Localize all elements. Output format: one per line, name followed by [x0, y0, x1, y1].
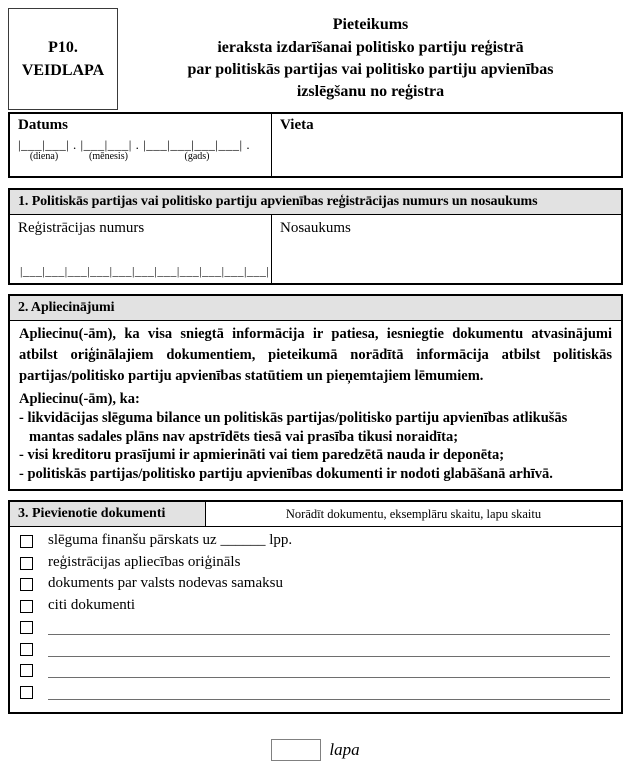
- document-label-1: slēguma finanšu pārskats uz ______ lpp.: [48, 532, 293, 548]
- section3: [8, 500, 623, 714]
- document-row: [20, 597, 612, 619]
- section1: [8, 188, 623, 285]
- declaration-intro: Apliecinu(-ām), ka:: [19, 391, 140, 407]
- section3-header-row: [10, 502, 621, 527]
- title-line-1: Pieteikums: [332, 16, 409, 34]
- reg-number-cell: [10, 215, 272, 283]
- declaration-bullet-1: - likvidācijas slēguma bilance un politiskās partijas/politisko partiju apvienības atlikušās mantas sadales plāns nav apstrīdēts tiesā vai prasība tikusi noraidīta;: [19, 410, 568, 445]
- document-checkbox-2[interactable]: [20, 557, 33, 570]
- section2-body: [10, 321, 621, 489]
- document-row: [20, 683, 612, 705]
- form-title: [118, 8, 623, 110]
- document-row: [20, 532, 612, 554]
- document-row: [20, 554, 612, 576]
- document-checkbox-3[interactable]: [20, 578, 33, 591]
- document-checkbox-8[interactable]: [20, 686, 33, 699]
- page-number-label: lapa: [329, 740, 360, 759]
- document-checkbox-7[interactable]: [20, 664, 33, 677]
- date-sublabels: [18, 151, 271, 162]
- name-input-area[interactable]: [272, 215, 621, 283]
- declaration-paragraph: Apliecinu(-ām), ka visa sniegtā informācija ir patiesa, iesniegtie dokumentu atvasinājumi atbilst oriģinālajiem dokumentiem, pieteikumā norādītā informācija atbilst politiskās partijas/politisko partiju apvienības statūtiem un pieņemtajiem lēmumiem.: [19, 326, 612, 384]
- form-code-box: [8, 8, 118, 110]
- document-row: [20, 618, 612, 640]
- section2: [8, 294, 623, 491]
- date-input-cells[interactable]: |___|___| . |___|___| . |___|___|___|___| .: [18, 137, 251, 152]
- title-line-2: ieraksta izdarīšanai politisko partiju reģistrā: [217, 38, 524, 56]
- title-line-3: par politiskās partijas vai politisko partiju apvienības: [187, 61, 554, 78]
- sublabel-menesis: (mēnesis): [89, 151, 128, 162]
- declaration-bullet-3: - politiskās partijas/politisko partiju apvienības dokumenti ir nodoti glabāšanā arhīvā.: [19, 465, 553, 482]
- document-label-2: reģistrācijas apliecības oriģināls: [48, 553, 241, 570]
- section1-body: [10, 215, 621, 283]
- section3-header: 3. Pievienotie dokumenti: [10, 502, 206, 526]
- sublabel-diena: (diena): [29, 151, 59, 162]
- document-checkbox-6[interactable]: [20, 643, 33, 656]
- form-header: [8, 8, 623, 110]
- section1-header: 1. Politiskās partijas vai politisko partiju apvienības reģistrācijas numurs un nosaukums: [10, 190, 621, 215]
- document-checkbox-5[interactable]: [20, 621, 33, 634]
- reg-number-label: Reģistrācijas numurs: [18, 220, 145, 236]
- blank-line-6[interactable]: [48, 640, 610, 657]
- blank-line-8[interactable]: [48, 683, 610, 700]
- blank-line-5[interactable]: [48, 618, 610, 635]
- section2-header: 2. Apliecinājumi: [10, 296, 621, 321]
- title-line-4: izslēgšanu no reģistra: [296, 83, 445, 101]
- date-place-section: [8, 112, 623, 178]
- document-label-4: citi dokumenti: [48, 596, 136, 613]
- name-label: Nosaukums: [280, 220, 351, 236]
- blank-line-7[interactable]: [48, 661, 610, 678]
- section3-body: [10, 527, 621, 712]
- declaration-bullet-2: - visi kreditoru prasījumi ir apmierināti vai tiem paredzētā nauda ir deponēta;: [19, 447, 505, 463]
- document-checkbox-1[interactable]: [20, 535, 33, 548]
- document-label-3: dokuments par valsts nodevas samaksu: [48, 575, 283, 591]
- document-checkbox-4[interactable]: [20, 600, 33, 613]
- section3-note: Norādīt dokumentu, eksemplāru skaitu, lapu skaitu: [285, 506, 542, 521]
- document-row: [20, 575, 612, 597]
- form-code: P10.: [48, 38, 78, 56]
- document-row: [20, 661, 612, 683]
- place-label: Vieta: [280, 117, 314, 133]
- date-label: Datums: [18, 117, 69, 133]
- sublabel-gads: (gads): [184, 151, 210, 162]
- form-code-label: VEIDLAPA: [21, 62, 105, 79]
- date-cell: [10, 114, 272, 176]
- place-input-area[interactable]: [272, 114, 621, 176]
- document-row: [20, 640, 612, 662]
- reg-number-cells[interactable]: |___|___|___|___|___|___|___|___|___|___|___|: [20, 264, 270, 278]
